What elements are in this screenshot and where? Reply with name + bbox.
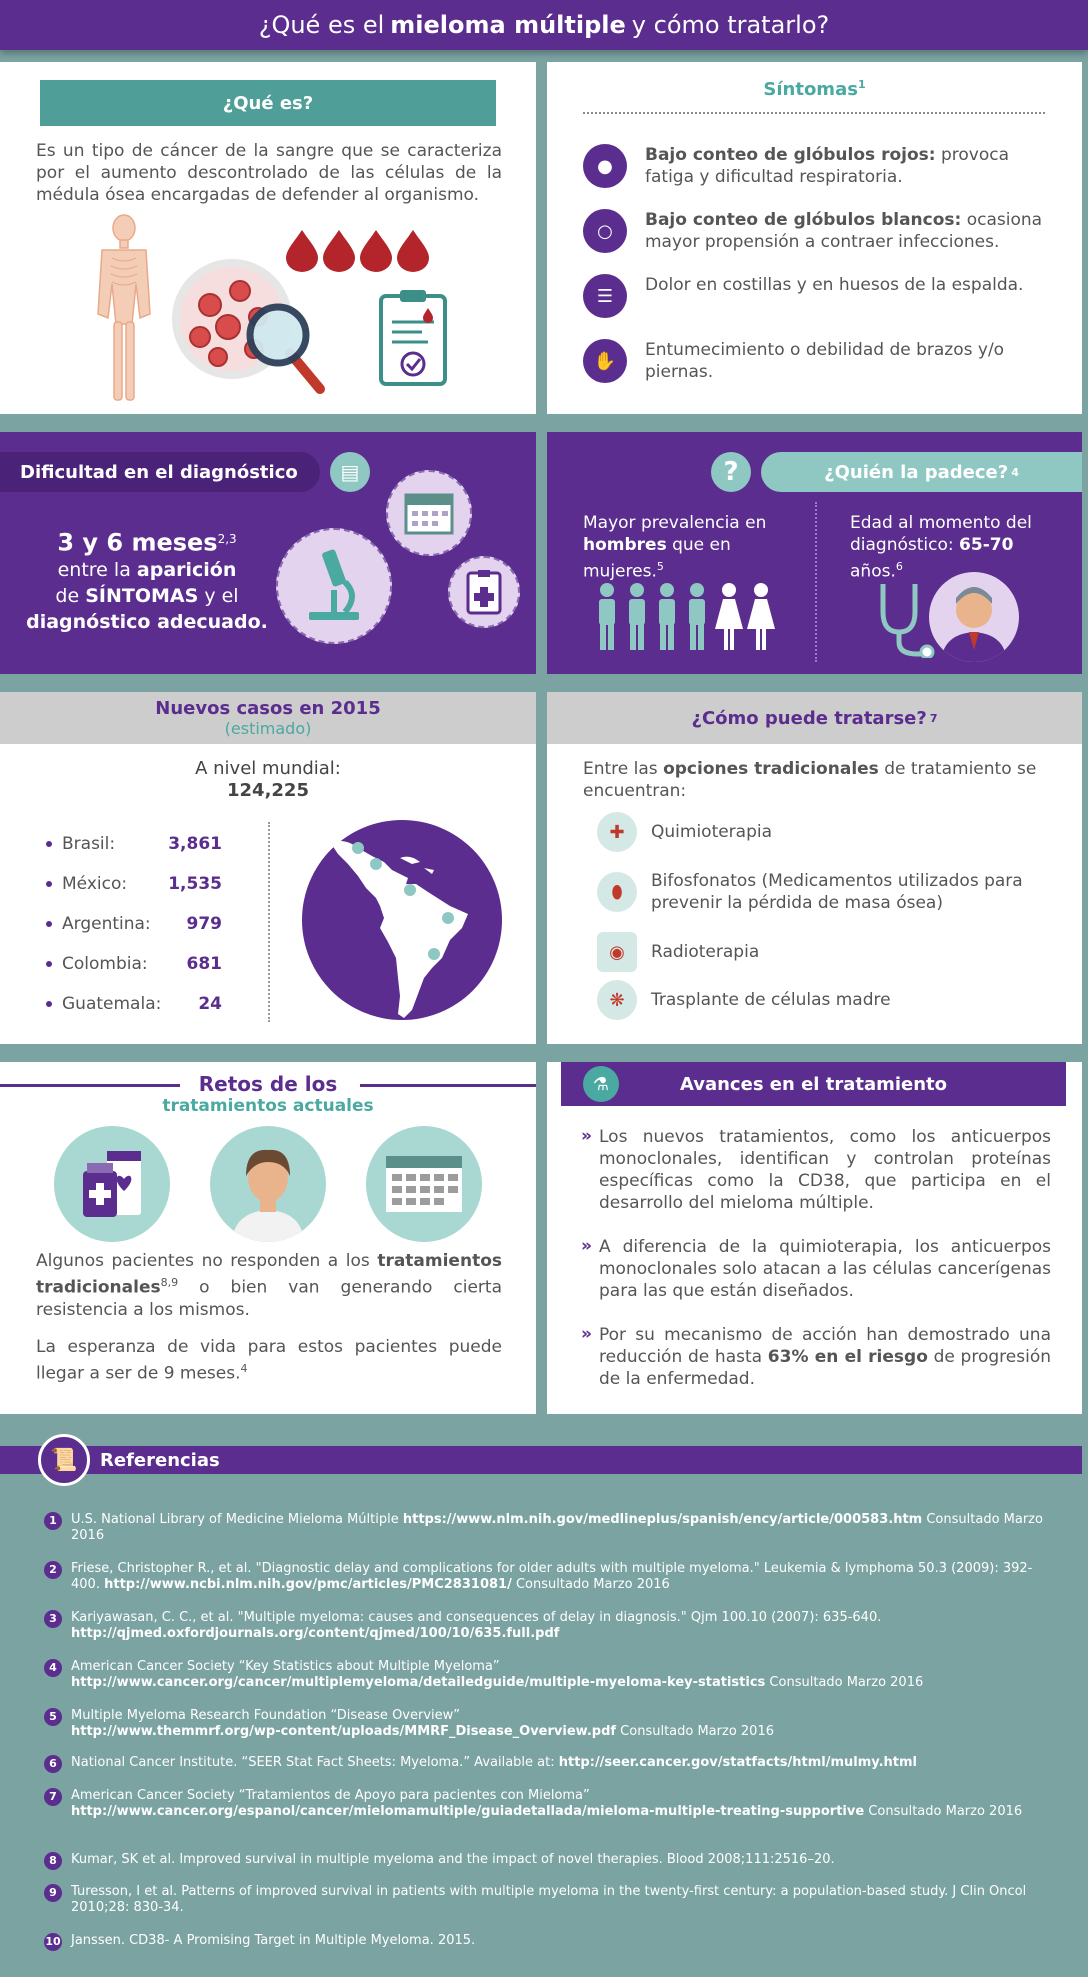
- country-value: 681: [186, 954, 222, 974]
- sintomas-divider: [583, 112, 1045, 114]
- reference-url[interactable]: http://seer.cancer.gov/statfacts/html/mulmy.html: [558, 1755, 917, 1770]
- avances-item: [581, 1126, 1051, 1214]
- treatment-label: Quimioterapia: [651, 822, 773, 842]
- tratarse-intro-post: de tratamiento se encuentran:: [583, 759, 1037, 801]
- avances-panel: [547, 1062, 1082, 1414]
- treatment-label: Radioterapia: [651, 942, 760, 962]
- avances-item-post: de progresión de la enfermedad.: [599, 1347, 1051, 1389]
- avances-heading: Avances en el tratamiento: [679, 1073, 948, 1095]
- reference-text: Multiple Myeloma Research Foundation “Disease Overview”: [71, 1708, 461, 1723]
- reference-number: 7: [44, 1788, 62, 1806]
- tratarse-intro: [583, 758, 1049, 802]
- que-es-panel: [0, 62, 536, 414]
- title-post: y cómo tratarlo?: [631, 11, 830, 39]
- country-name: Colombia:: [62, 954, 148, 974]
- pills-icon: ⬮: [597, 872, 637, 912]
- reference-number: 4: [44, 1659, 62, 1677]
- clipboard-icon: [378, 286, 448, 386]
- avances-item-text: A diferencia de la quimioterapia, los anticuerpos monoclonales solo atacan a las células cancerígenas para las que están diseñados.: [599, 1237, 1051, 1301]
- reference-url[interactable]: http://www.cancer.org/cancer/multiplemyeloma/detailedguide/multiple-myeloma-key-statistics: [71, 1675, 766, 1690]
- retos-panel: [0, 1062, 536, 1414]
- calendar-icon: [386, 470, 472, 556]
- reference-post: Consultado Marzo 2016: [71, 1512, 1043, 1543]
- diagnostico-bold: 3 y 6 meses: [57, 528, 218, 557]
- quien-panel: [547, 432, 1082, 674]
- avances-item: [581, 1236, 1051, 1302]
- quien-left-sup: 5: [656, 560, 664, 573]
- country-name: Brasil:: [62, 834, 116, 854]
- retos-p1-pre: Algunos pacientes no responden a los: [36, 1251, 370, 1271]
- reference-item: [44, 1512, 1044, 1561]
- reference-text: American Cancer Society “Key Statistics about Multiple Myeloma”: [71, 1659, 500, 1674]
- symptom-bold: Bajo conteo de glóbulos rojos:: [645, 145, 936, 165]
- symptom-text: Dolor en costillas y en huesos de la espalda.: [645, 275, 1024, 295]
- quien-divider: [815, 502, 817, 662]
- reference-post: Consultado Marzo 2016: [620, 1724, 774, 1739]
- retos-p1-bold: tratamientos tradicionales: [36, 1251, 502, 1298]
- reference-text: Friese, Christopher R., et al. "Diagnostic delay and complications for older adults with multiple myeloma." Leukemia & lymphoma 50.3 (2009): 392-400.: [71, 1561, 1033, 1592]
- quien-left-pre: Mayor prevalencia en: [583, 513, 767, 533]
- sintomas-heading-text: Síntomas: [763, 79, 858, 100]
- country-value: 1,535: [168, 874, 222, 894]
- casos-heading: Nuevos casos en 2015: [155, 698, 381, 719]
- referencias-header: [0, 1446, 1082, 1474]
- doctor-avatar: [929, 572, 1019, 662]
- medicine-bottles-icon: [54, 1126, 170, 1242]
- diagnostico-line2-pre: entre la: [57, 559, 131, 582]
- white-cells-icon: ○: [583, 209, 627, 253]
- quien-right-text: [850, 512, 1060, 583]
- retos-heading2: tratamientos actuales: [162, 1096, 374, 1116]
- reference-number: 8: [44, 1852, 62, 1870]
- tratarse-heading: ¿Cómo puede tratarse?: [691, 707, 927, 729]
- diagnostico-heading: Dificultad en el diagnóstico: [20, 461, 298, 483]
- reference-text: American Cancer Society “Tratamientos de Apoyo para pacientes con Mieloma”: [71, 1788, 590, 1803]
- retos-p1-sup: 8,9: [160, 1276, 179, 1289]
- diagnostico-sup: 2,3: [217, 532, 237, 546]
- reference-number: 9: [44, 1884, 62, 1902]
- reference-item: [44, 1788, 1044, 1852]
- avances-item-text: Los nuevos tratamientos, como los anticuerpos monoclonales, identifican y controlan proteínas específicas como la CD38, que participa en el desarrollo del mieloma múltiple.: [599, 1127, 1051, 1213]
- mundial-block: [0, 758, 536, 802]
- title-pre: ¿Qué es el: [258, 11, 385, 39]
- reference-text: Kumar, SK et al. Improved survival in multiple myeloma and the impact of novel therapies. Blood 2008;111:2516–20.: [71, 1852, 835, 1867]
- country-row: [46, 904, 222, 944]
- referencias-heading: Referencias: [100, 1449, 220, 1471]
- blood-cells-icon: [170, 257, 340, 397]
- quien-header: [761, 452, 1082, 492]
- reference-url[interactable]: https://www.nlm.nih.gov/medlineplus/spanish/ency/article/000583.htm: [402, 1512, 923, 1527]
- title-bold: mieloma múltiple: [390, 11, 626, 39]
- symptom-item: [583, 339, 1053, 404]
- reference-item: [44, 1933, 1044, 1957]
- reference-number: 6: [44, 1755, 62, 1773]
- treatment-item: [597, 856, 1057, 928]
- reference-post: Consultado Marzo 2016: [769, 1675, 924, 1690]
- diagnostico-text: [22, 526, 272, 635]
- diagnostico-line3-post: y el: [204, 585, 239, 608]
- question-mark: ?: [723, 457, 739, 487]
- tratarse-intro-pre: Entre las: [583, 759, 658, 779]
- quien-left-post: que en mujeres.: [583, 535, 731, 582]
- avances-list: [581, 1126, 1051, 1390]
- reference-text: U.S. National Library of Medicine Mieloma Múltiple: [71, 1512, 399, 1527]
- tratarse-panel: [547, 692, 1082, 1044]
- retos-p1-post: o bien van generando cierta resistencia a los mismos.: [36, 1277, 503, 1320]
- que-es-text: Es un tipo de cáncer de la sangre que se caracteriza por el aumento descontrolado de las células de la médula ósea encargadas de defender al organismo.: [36, 141, 502, 205]
- casos-divider: [268, 822, 270, 1022]
- reference-post: Consultado Marzo 2016: [515, 1577, 670, 1592]
- casos-panel: [0, 692, 536, 1044]
- quien-left-bold: hombres: [583, 535, 667, 555]
- symptom-item: [583, 144, 1053, 209]
- que-es-heading: ¿Qué es?: [222, 92, 314, 114]
- sintomas-sup: 1: [857, 78, 866, 91]
- quien-sup: 4: [1011, 465, 1019, 479]
- reference-item: [44, 1884, 1044, 1933]
- tratarse-header: [547, 692, 1082, 744]
- casos-header: [0, 692, 536, 744]
- question-icon: [711, 452, 751, 492]
- country-name: Argentina:: [62, 914, 151, 934]
- stem-cells-icon: ❋: [597, 980, 637, 1020]
- sintomas-list: [583, 144, 1053, 404]
- reference-number: 3: [44, 1610, 62, 1628]
- skeleton-icon: [84, 214, 164, 404]
- reference-text: National Cancer Institute. “SEER Stat Fact Sheets: Myeloma.” Available at:: [71, 1755, 555, 1770]
- symptom-item: [583, 209, 1053, 274]
- reference-item: [44, 1755, 1044, 1788]
- ribcage-icon: ☰: [583, 274, 627, 318]
- retos-p2: [36, 1336, 502, 1385]
- reference-item: [44, 1659, 1044, 1708]
- reference-number: 1: [44, 1512, 62, 1530]
- avances-header: [561, 1062, 1066, 1106]
- reference-item: [44, 1610, 1044, 1659]
- treatment-item: [597, 928, 1057, 976]
- latin-america-map: [300, 818, 504, 1022]
- treatment-label: Trasplante de células madre: [651, 990, 891, 1010]
- people-icon: [595, 582, 779, 652]
- patient-avatar: [210, 1126, 326, 1242]
- diagnostico-line3-pre: de: [55, 585, 80, 608]
- reference-number: 2: [44, 1561, 62, 1579]
- referencias-list: [44, 1512, 1044, 1957]
- reference-number: 10: [44, 1933, 62, 1951]
- referencias-icon: 📜: [38, 1434, 90, 1486]
- country-row: [46, 824, 222, 864]
- treatment-label: Bifosfonatos (Medicamentos utilizados para prevenir la pérdida de masa ósea): [651, 871, 1023, 913]
- tratarse-intro-bold: opciones tradicionales: [663, 759, 879, 779]
- diagnostico-clipboard-icon: ▤: [330, 452, 370, 492]
- reference-url[interactable]: http://www.ncbi.nlm.nih.gov/pmc/articles/PMC2831081/: [104, 1577, 512, 1592]
- diagnostico-panel: [0, 432, 536, 674]
- countries-list: [46, 824, 222, 1024]
- medical-form-icon: [448, 556, 520, 628]
- reference-text: Janssen. CD38- A Promising Target in Multiple Myeloma. 2015.: [71, 1933, 476, 1948]
- quien-right-bold: 65-70: [959, 535, 1014, 555]
- retos-p2-sup: 4: [240, 1362, 248, 1375]
- arm-icon: ✋: [583, 339, 627, 383]
- chemo-bottle-icon: ✚: [597, 812, 637, 852]
- stethoscope-icon: [875, 582, 935, 658]
- reference-number: 5: [44, 1708, 62, 1726]
- retos-p1: [36, 1250, 502, 1321]
- tratarse-sup: 7: [929, 711, 938, 725]
- avances-item-bold: 63% en el riesgo: [767, 1347, 928, 1367]
- casos-sub: (estimado): [224, 719, 312, 738]
- country-row: [46, 984, 222, 1024]
- country-row: [46, 944, 222, 984]
- mundial-label: A nivel mundial:: [195, 758, 341, 779]
- reference-url[interactable]: http://www.cancer.org/espanol/cancer/mielomamultiple/guiadetallada/mieloma-multiple-treating-supportive: [71, 1804, 865, 1819]
- avances-microscope-icon: ⚗: [583, 1066, 619, 1102]
- reference-post: Consultado Marzo 2016: [868, 1804, 1023, 1819]
- diagnostico-header: [0, 452, 320, 492]
- microscope-icon: [276, 528, 392, 644]
- diagnostico-line3-bold: SÍNTOMAS: [85, 585, 199, 608]
- country-value: 979: [186, 914, 222, 934]
- treatment-list: [597, 808, 1057, 1024]
- quien-right-sup: 6: [895, 560, 903, 573]
- reference-item: [44, 1852, 1044, 1884]
- reference-url[interactable]: http://www.themmrf.org/wp-content/uploads/MMRF_Disease_Overview.pdf: [71, 1724, 617, 1739]
- country-value: 3,861: [168, 834, 222, 854]
- calendar-circle-icon: [366, 1126, 482, 1242]
- reference-url[interactable]: http://qjmed.oxfordjournals.org/content/qjmed/100/10/635.full.pdf: [71, 1626, 560, 1641]
- reference-item: [44, 1561, 1044, 1610]
- page-title: [0, 0, 1088, 50]
- mundial-value: 124,225: [227, 780, 309, 801]
- country-name: México:: [62, 874, 128, 894]
- symptom-text: Entumecimiento o debilidad de brazos y/o piernas.: [645, 340, 1005, 382]
- symptom-bold: Bajo conteo de glóbulos blancos:: [645, 210, 962, 230]
- radiation-icon: ◉: [597, 932, 637, 972]
- diagnostico-line4: diagnóstico adecuado.: [26, 611, 268, 634]
- que-es-ribbon: [40, 80, 496, 126]
- quien-right-pre: Edad al momento del diagnóstico:: [850, 513, 1032, 555]
- reference-text: Kariyawasan, C. C., et al. "Multiple myeloma: causes and consequences of delay in diagnosis." Qjm 100.10 (2007): 635-640.: [71, 1610, 882, 1625]
- sintomas-heading: [547, 78, 1082, 100]
- treatment-item: [597, 976, 1057, 1024]
- symptom-text: ocasiona mayor propensión a contraer infecciones.: [645, 210, 1043, 252]
- quien-right-post: años.: [850, 561, 896, 582]
- quien-left-text: [583, 512, 793, 583]
- country-row: [46, 864, 222, 904]
- avances-item-text: Por su mecanismo de acción han demostrado una reducción de hasta: [599, 1325, 1051, 1367]
- retos-heading1: Retos de los: [198, 1072, 338, 1096]
- country-name: Guatemala:: [62, 994, 162, 1014]
- retos-heading: [0, 1072, 536, 1116]
- sintomas-panel: [547, 62, 1082, 414]
- country-value: 24: [198, 994, 222, 1014]
- symptom-item: [583, 274, 1053, 339]
- retos-p2-text: La esperanza de vida para estos pacientes puede llegar a ser de 9 meses.: [36, 1337, 502, 1384]
- diagnostico-line2-bold: aparición: [136, 559, 237, 582]
- treatment-item: [597, 808, 1057, 856]
- symptom-text: provoca fatiga y dificultad respiratoria.: [645, 145, 1010, 187]
- red-cells-icon: ●: [583, 144, 627, 188]
- blood-drops-icon: [286, 228, 432, 272]
- reference-text: Turesson, I et al. Patterns of improved survival in patients with multiple myeloma in the twenty-first century: a population-based study. J Clin Oncol 2010;28: 830-34.: [71, 1884, 1027, 1915]
- quien-heading: ¿Quién la padece?: [824, 461, 1009, 483]
- reference-item: [44, 1708, 1044, 1755]
- avances-item: [581, 1324, 1051, 1390]
